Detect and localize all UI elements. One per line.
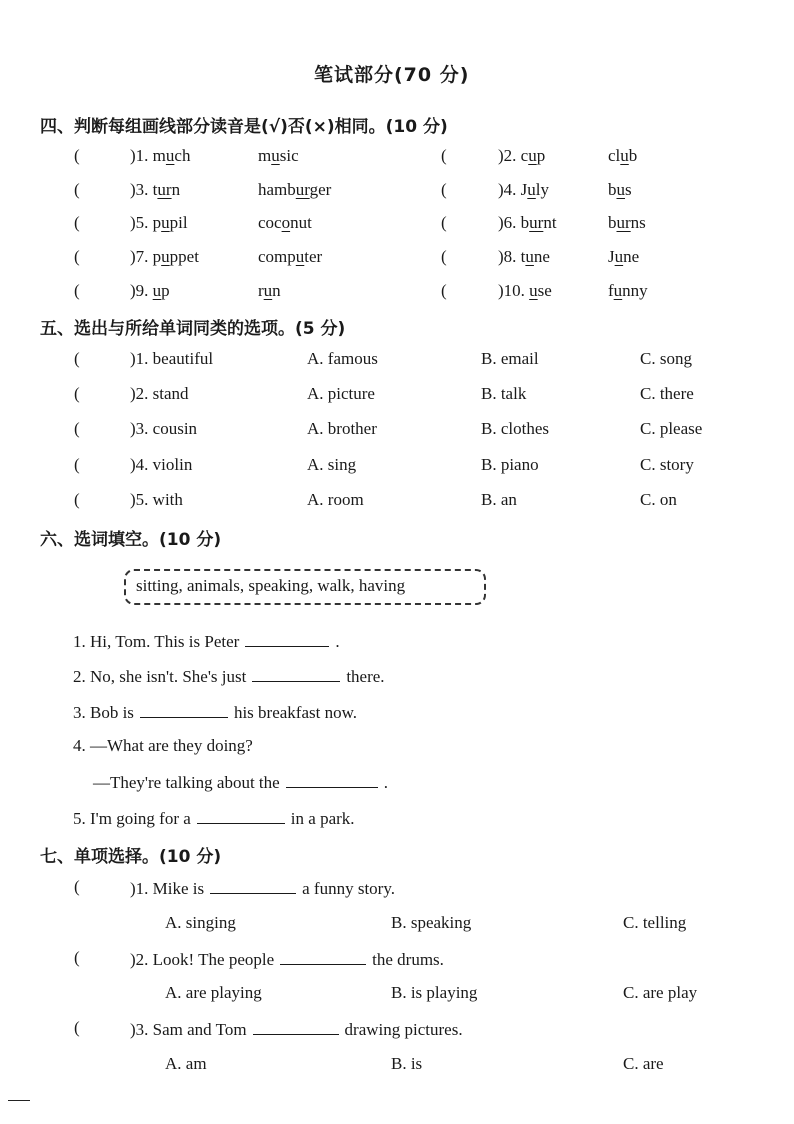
option-c[interactable]: C. on [640, 490, 677, 509]
compare-word [258, 247, 322, 267]
answer-blank[interactable] [210, 877, 296, 894]
fill-sentence [73, 736, 253, 756]
word-part: p [152, 213, 162, 232]
word-part: J [608, 247, 615, 266]
word-part: m [258, 146, 272, 165]
word-part: comp [258, 247, 296, 266]
question-word: )5. with [130, 490, 183, 509]
word-part: b [608, 213, 617, 232]
fill-sentence [73, 630, 340, 652]
answer-paren[interactable]: ( [74, 213, 80, 232]
word-item [498, 146, 545, 166]
sentence-text: 4. —What are they doing? [73, 736, 253, 755]
option-c[interactable]: C. there [640, 384, 694, 403]
item-number: )4. [498, 180, 517, 199]
word-part: m [152, 146, 166, 165]
sentence-text: —They're talking about the [93, 773, 280, 792]
sentence-text: his breakfast now. [233, 703, 357, 722]
sentence-text: 3. Bob is [73, 703, 134, 722]
compare-word [608, 180, 632, 200]
answer-paren[interactable]: ( [74, 146, 80, 165]
word-part: b [520, 213, 530, 232]
word-part: s [625, 180, 632, 199]
word-part: ger [309, 180, 332, 199]
option-b[interactable]: B. speaking [391, 913, 472, 932]
option-c[interactable]: C. telling [623, 913, 687, 932]
answer-blank[interactable] [280, 948, 366, 965]
answer-blank[interactable] [245, 630, 329, 647]
section4-heading: 四、判断每组画线部分读音是(√)否(×)相同。(10 分) [40, 117, 448, 137]
answer-paren[interactable]: ( [74, 419, 80, 438]
item-number: )1. [130, 146, 149, 165]
underlined-part: u [161, 213, 170, 232]
underlined-part: u [165, 146, 175, 165]
word-part: nny [622, 281, 648, 300]
word-part: p [161, 281, 170, 300]
word-item [130, 213, 188, 233]
question-part: the drums. [372, 950, 444, 969]
word-part: b [608, 180, 617, 199]
section7-heading: 七、单项选择。(10 分) [40, 847, 222, 867]
compare-word [608, 281, 648, 301]
option-a[interactable]: A. are playing [165, 983, 262, 1002]
answer-paren[interactable]: ( [441, 180, 447, 199]
sentence-text: . [383, 773, 388, 792]
sentence-text: . [335, 632, 340, 651]
item-number: )7. [130, 247, 149, 266]
answer-blank[interactable] [140, 701, 228, 718]
underlined-part: u [614, 247, 624, 266]
underlined-part: u [529, 281, 538, 300]
underlined-part: u [295, 247, 305, 266]
section6-heading: 六、选词填空。(10 分) [40, 530, 222, 550]
answer-paren[interactable]: ( [441, 281, 447, 300]
page-title: 笔试部分(70 分) [314, 64, 470, 86]
option-a[interactable]: A. am [165, 1054, 207, 1073]
word-part: c [520, 146, 529, 165]
answer-paren[interactable]: ( [74, 349, 80, 368]
question-part: drawing pictures. [344, 1020, 463, 1039]
question-part: )1. Mike is [130, 879, 205, 898]
underlined-part: u [271, 146, 280, 165]
underlined-part: u [161, 247, 170, 266]
compare-word [608, 247, 639, 267]
underlined-part: u [620, 146, 629, 165]
word-part: p [152, 247, 162, 266]
question-word: )2. stand [130, 384, 189, 403]
word-part: t [520, 247, 526, 266]
underlined-part: ur [529, 213, 544, 232]
word-item [130, 281, 170, 301]
item-number: )5. [130, 213, 149, 232]
question-text [130, 877, 395, 899]
option-a[interactable]: A. room [307, 490, 364, 509]
sentence-text: 5. I'm going for a [73, 809, 191, 828]
answer-paren[interactable]: ( [74, 490, 80, 509]
answer-paren[interactable]: ( [74, 281, 80, 300]
fill-sentence [73, 701, 357, 723]
option-c[interactable]: C. please [640, 419, 703, 438]
underlined-part: u [263, 281, 273, 300]
option-b[interactable]: B. is [391, 1054, 423, 1073]
question-text [130, 1018, 463, 1040]
word-item [498, 247, 550, 267]
word-item [130, 180, 180, 200]
word-part: nut [290, 213, 312, 232]
option-a[interactable]: A. famous [307, 349, 378, 368]
option-b[interactable]: B. talk [481, 384, 527, 403]
underlined-part: o [281, 213, 291, 232]
sentence-text: 1. Hi, Tom. This is Peter [73, 632, 240, 651]
option-b[interactable]: B. clothes [481, 419, 549, 438]
option-b[interactable]: B. is playing [391, 983, 478, 1002]
question-text [130, 948, 444, 970]
word-part: r [258, 281, 264, 300]
word-item [130, 247, 199, 267]
answer-paren[interactable]: ( [74, 247, 80, 266]
underlined-part: ur [157, 180, 172, 199]
option-c[interactable]: C. song [640, 349, 692, 368]
option-c[interactable]: C. are play [623, 983, 698, 1002]
underlined-part: u [616, 180, 625, 199]
word-part: sic [279, 146, 299, 165]
question-word: )4. violin [130, 455, 193, 474]
fill-sentence [93, 771, 388, 793]
word-part: cl [608, 146, 621, 165]
item-number: )8. [498, 247, 517, 266]
word-part: ne [623, 247, 640, 266]
compare-word [258, 180, 331, 200]
underlined-part: u [525, 247, 534, 266]
answer-paren[interactable]: ( [441, 213, 447, 232]
page-corner-mark [8, 1100, 30, 1101]
word-part: n [171, 180, 181, 199]
word-part: f [608, 281, 614, 300]
question-word: )1. beautiful [130, 349, 214, 368]
answer-blank[interactable] [286, 771, 378, 788]
word-part: p [536, 146, 546, 165]
word-part: J [520, 180, 528, 199]
word-item [498, 213, 557, 233]
word-bank: sitting, animals, speaking, walk, having [136, 576, 406, 595]
answer-blank[interactable] [252, 665, 340, 682]
compare-word [258, 213, 312, 233]
option-a[interactable]: A. sing [307, 455, 357, 474]
underlined-part: u [152, 281, 162, 300]
item-number: )10. [498, 281, 525, 300]
word-part: b [628, 146, 638, 165]
sentence-text: 2. No, she isn't. She's just [73, 667, 247, 686]
sentence-text: there. [346, 667, 385, 686]
word-part: coc [258, 213, 282, 232]
answer-paren[interactable]: ( [74, 180, 80, 199]
word-part: pil [169, 213, 188, 232]
underlined-part: ur [616, 213, 631, 232]
section5-heading: 五、选出与所给单词同类的选项。(5 分) [40, 319, 346, 339]
answer-paren[interactable]: ( [74, 877, 80, 896]
compare-word [608, 146, 637, 166]
item-number: )9. [130, 281, 149, 300]
fill-sentence [73, 807, 355, 829]
answer-paren[interactable]: ( [74, 455, 80, 474]
underlined-part: u [527, 180, 536, 199]
word-part: hamb [258, 180, 296, 199]
option-c[interactable]: C. story [640, 455, 694, 474]
question-part: )3. Sam and Tom [130, 1020, 247, 1039]
word-item [498, 281, 552, 301]
item-number: )2. [498, 146, 517, 165]
item-number: )3. [130, 180, 149, 199]
word-part: ch [174, 146, 191, 165]
word-part: ly [535, 180, 550, 199]
compare-word [258, 281, 281, 301]
option-a[interactable]: A. picture [307, 384, 375, 403]
compare-word [608, 213, 646, 233]
word-part: t [152, 180, 158, 199]
answer-paren[interactable]: ( [441, 247, 447, 266]
fill-sentence [73, 665, 385, 687]
word-part: ppet [169, 247, 199, 266]
answer-paren[interactable]: ( [441, 146, 447, 165]
sentence-text: in a park. [290, 809, 355, 828]
word-part: ns [630, 213, 646, 232]
word-part: n [272, 281, 281, 300]
option-b[interactable]: B. an [481, 490, 517, 509]
option-c[interactable]: C. are [623, 1054, 664, 1073]
underlined-part: ur [295, 180, 310, 199]
answer-paren[interactable]: ( [74, 1018, 80, 1037]
option-a[interactable]: A. singing [165, 913, 236, 932]
word-part: nt [543, 213, 557, 232]
option-b[interactable]: B. piano [481, 455, 539, 474]
option-b[interactable]: B. email [481, 349, 539, 368]
option-a[interactable]: A. brother [307, 419, 377, 438]
question-part: a funny story. [302, 879, 395, 898]
word-part: ne [533, 247, 550, 266]
answer-blank[interactable] [253, 1018, 339, 1035]
answer-paren[interactable]: ( [74, 948, 80, 967]
question-part: )2. Look! The people [130, 950, 275, 969]
answer-paren[interactable]: ( [74, 384, 80, 403]
question-word: )3. cousin [130, 419, 198, 438]
compare-word [258, 146, 299, 166]
word-part: ter [304, 247, 323, 266]
underlined-part: u [528, 146, 537, 165]
word-part: se [537, 281, 552, 300]
answer-blank[interactable] [197, 807, 285, 824]
word-item [498, 180, 549, 200]
word-item [130, 146, 190, 166]
underlined-part: u [613, 281, 623, 300]
item-number: )6. [498, 213, 517, 232]
